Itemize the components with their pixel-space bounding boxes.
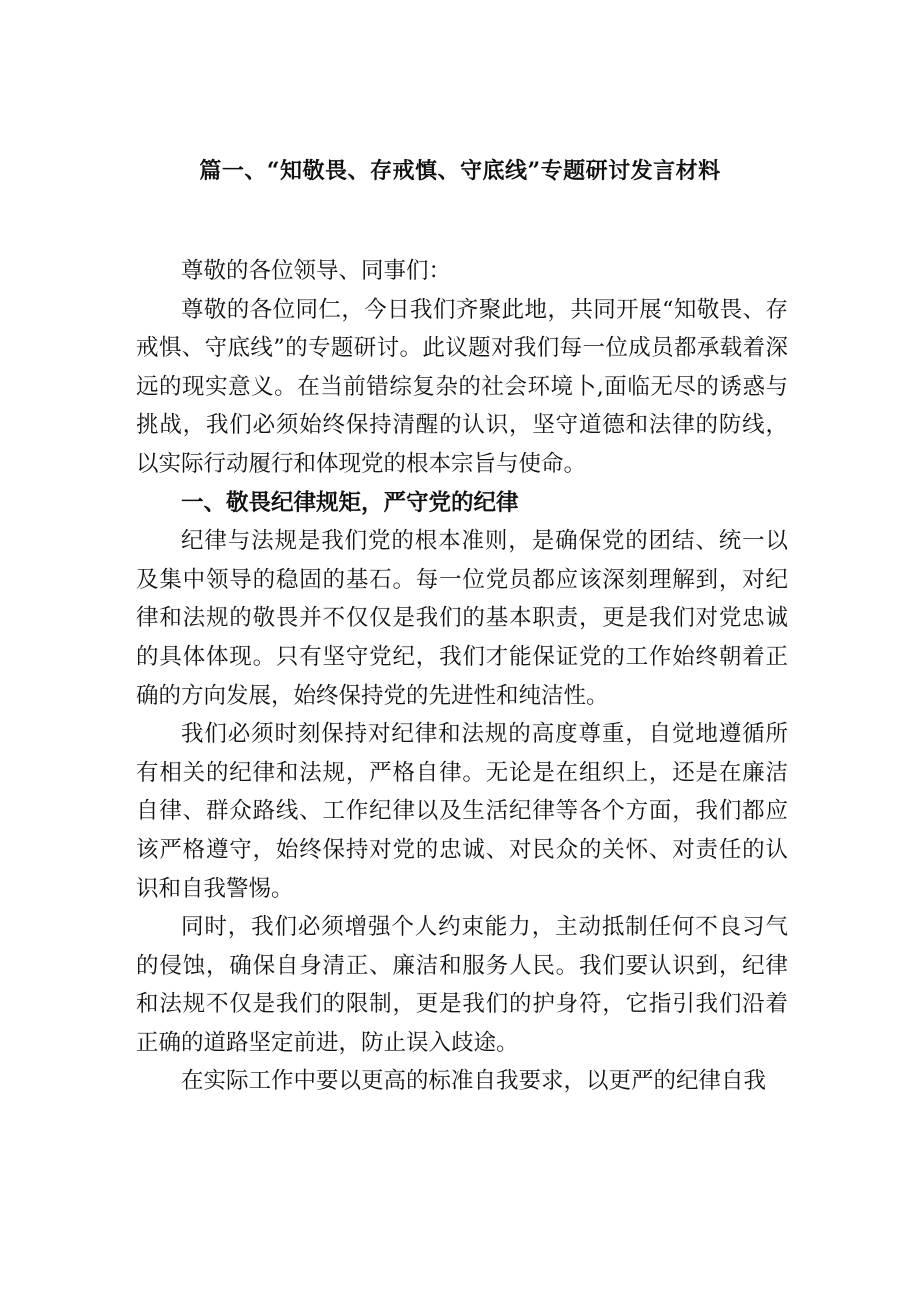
document-title: 篇一、“知敬畏、存戒慎、守底线”专题研讨发言材料	[199, 158, 721, 184]
paragraph-discipline-foundation: 纪律与法规是我们党的根本准则，是确保党的团结、统一以及集中领导的稳固的基石。每一位党员都应该深刻理解到，对纪律和法规的敬畏并不仅仅是我们的基本职责，更是我们对党忠诚的具体体现。只有坚守党纪，我们才能保证党的工作始终朝着正确的方向发展，始终保持党的先进性和纯洁性。	[136, 528, 788, 709]
paragraph-discipline-respect: 我们必须时刻保持对纪律和法规的高度尊重，自觉地遵循所有相关的纪律和法规，严格自律。无论是在组织上，还是在廉洁自律、群众路线、工作纪律以及生活纪律等各个方面，我们都应该严格遵守，始终保持对党的忠诚、对民众的关怀、对责任的认识和自我警惕。	[136, 721, 788, 902]
paragraph-intro: 尊敬的各位同仁，今日我们齐聚此地，共同开展“知敬畏、存戒惧、守底线”的专题研讨。此议题对我们每一位成员都承载着深远的现实意义。在当前错综复杂的社会环境卜,面临无尽的诱惑与挑战，我们必须始终保持清醒的认识，坚守道德和法律的防线，以实际行动履行和体现党的根本宗旨与使命。	[136, 296, 788, 477]
paragraph-higher-standards: 在实际工作中要以更高的标准自我要求，以更严的纪律自我	[181, 1068, 767, 1095]
section-heading-1: 一、敬畏纪律规矩，严守党的纪律	[181, 489, 519, 516]
salutation: 尊敬的各位领导、同事们：	[181, 258, 452, 284]
paragraph-self-restraint: 同时，我们必须增强个人约束能力，主动抵制任何不良习气的侵蚀，确保自身清正、廉洁和服务人民。我们要认识到，纪律和法规不仅是我们的限制，更是我们的护身符，它指引我们沿着正确的道路坚定前进，防止误入歧途。	[136, 914, 788, 1056]
document-body	[136, 252, 788, 1101]
